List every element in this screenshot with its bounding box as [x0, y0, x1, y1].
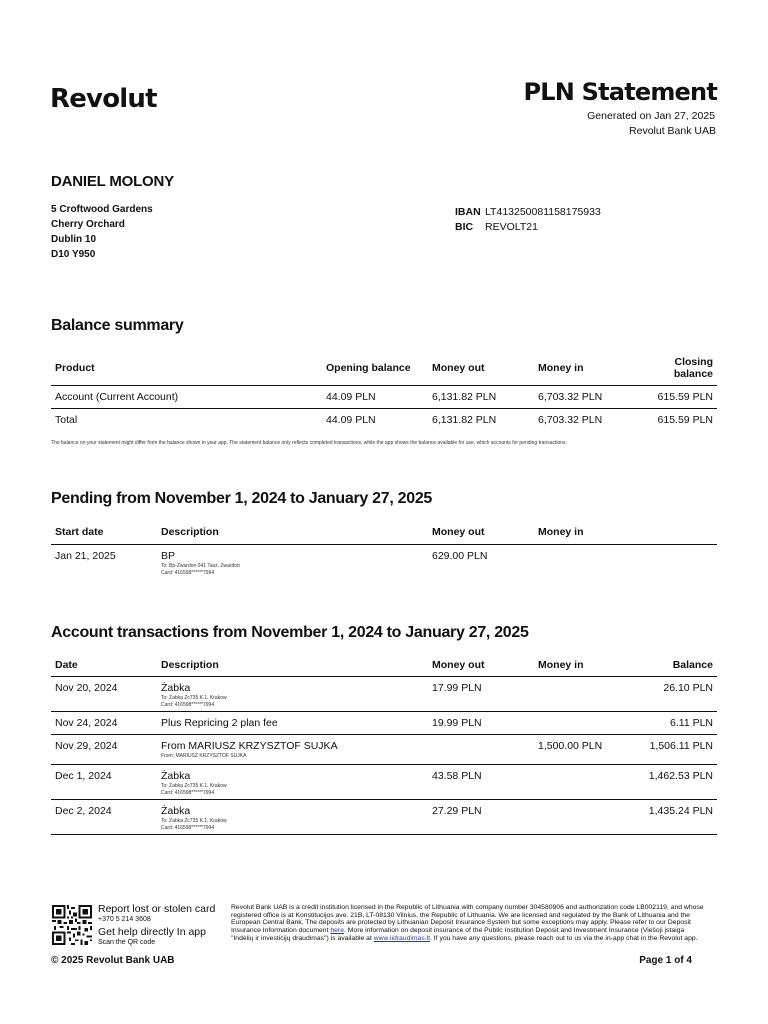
iban-label: IBAN: [455, 206, 481, 218]
report-card-link[interactable]: Report lost or stolen card: [98, 903, 216, 915]
money-in-cell: [534, 711, 634, 734]
table-row: [51, 676, 717, 711]
support-phone[interactable]: +370 5 214 3608: [98, 916, 151, 923]
col-money-out: Money out: [432, 362, 485, 375]
date-cell: Dec 1, 2024: [55, 769, 112, 782]
address-line: Cherry Orchard: [51, 219, 125, 230]
col-money-out: Money out: [432, 526, 485, 539]
table-row: [51, 711, 717, 734]
balance-cell: 1,435.24 PLN: [648, 804, 713, 817]
col-money-in: Money in: [538, 659, 584, 672]
description-cell: [157, 711, 428, 734]
closing-header-line: balance: [673, 368, 713, 381]
balance-cell: 26.10 PLN: [663, 681, 713, 694]
money-out-cell: 19.99 PLN: [432, 716, 482, 729]
revolut-logo: Revolut: [50, 84, 157, 114]
balance-summary-title: Balance summary: [51, 317, 184, 334]
legal-part: Revolut Bank UAB is a credit institution licensed in the Republic of Lithuania with company number 304580906 and authorization code LB002119, and whose registered office is at Konstitucijos ave. 21B, LT-08130 Vilnius, the Republic of Lithuania. We are licensed and regulated by the Bank of Lithuania and the European Central Bank. The deposits are protected by Lithuanian Deposit Insurance System but some exceptions may apply. Please refer to our Deposit Insurance Information document: [231, 904, 704, 935]
col-balance: Balance: [672, 659, 713, 672]
legal-part: . More information on deposit insurance of the Public Institution Deposit and Investment Insurance (Viešoji įstaiga "Indėlių ir investicijų draudimas") is available at: [231, 927, 685, 942]
money-out-cell: 629.00 PLN: [432, 549, 488, 562]
card-detail: Card: 416598******7994: [161, 569, 215, 576]
transactions-title: Account transactions from November 1, 2024 to January 27, 2025: [51, 624, 529, 641]
money-in-cell: 1,500.00 PLN: [538, 739, 603, 752]
opening-cell: 44.09 PLN: [326, 390, 376, 403]
table-row: [51, 764, 717, 799]
description-detail: To: Zabka Zc735 K.1, Krakow: [161, 817, 227, 824]
product-cell: Account (Current Account): [55, 390, 179, 403]
opening-cell: 44.09 PLN: [326, 413, 376, 426]
table-header-row: [51, 352, 717, 385]
balance-cell: 1,462.53 PLN: [648, 769, 713, 782]
money-out-cell: [428, 734, 534, 764]
money-out-cell: 43.58 PLN: [432, 769, 482, 782]
money-out-cell: 27.29 PLN: [432, 804, 482, 817]
account-holder-name: DANIEL MOLONY: [51, 173, 174, 190]
closing-header-line: Closing: [674, 356, 713, 369]
money-in-cell: [534, 764, 634, 799]
balance-summary-table: [51, 352, 717, 431]
account-holder-address: [51, 202, 153, 262]
description-detail: From: MARIUSZ KRZYSZTOF SUJKA: [161, 752, 247, 759]
address-line: 5 Croftwood Gardens: [51, 204, 153, 215]
balance-note: The balance on your statement might differ from the balance shown in your app. The statement balance only reflects completed transactions, while the app shows the balance available for use, which accounts for pending transactions.: [51, 440, 567, 446]
money-out-cell: 6,131.82 PLN: [432, 390, 497, 403]
description-cell: [157, 544, 428, 580]
bic-row: [455, 220, 601, 235]
col-money-out: Money out: [432, 659, 485, 672]
card-detail: Card: 416598******7994: [161, 789, 215, 796]
money-in-cell: [534, 676, 634, 711]
address-line: D10 Y950: [51, 249, 96, 260]
help-in-app: Get help directly In app: [98, 926, 206, 938]
date-cell: Nov 20, 2024: [55, 681, 118, 694]
balance-cell: 6.11 PLN: [670, 716, 713, 729]
description-cell: [157, 734, 428, 764]
col-opening-balance: Opening balance: [326, 362, 411, 375]
bank-name: Revolut Bank UAB: [629, 125, 716, 137]
description-detail: To: Bp-Zwardon 041 Tasz, Zwardon: [161, 562, 240, 569]
bank-details: [455, 205, 601, 235]
description-detail: To: Zabka Zc735 K.1, Krakow: [161, 782, 227, 789]
product-cell: Total: [55, 413, 78, 426]
table-row: [51, 734, 717, 764]
col-money-in: Money in: [538, 526, 584, 539]
balance-cell: 1,506.11 PLN: [649, 739, 713, 752]
money-in-cell: 6,703.32 PLN: [538, 390, 603, 403]
description-text: BP: [161, 549, 176, 562]
pending-table: [51, 521, 717, 580]
table-header-row: [51, 521, 717, 544]
col-date: Date: [55, 659, 78, 672]
statement-title: PLN Statement: [523, 78, 717, 106]
table-row: [51, 544, 717, 580]
table-header-row: [51, 655, 717, 676]
scan-qr-text: Scan the QR code: [98, 939, 156, 946]
card-detail: Card: 416598******7994: [161, 701, 215, 708]
description-text: Żabka: [161, 769, 191, 782]
copyright: © 2025 Revolut Bank UAB: [51, 955, 175, 966]
description-cell: [157, 799, 428, 834]
card-detail: Card: 416598******7994: [161, 824, 215, 831]
date-cell: Dec 2, 2024: [55, 804, 112, 817]
money-out-cell: 17.99 PLN: [432, 681, 482, 694]
page-number: Page 1 of 4: [639, 955, 692, 966]
legal-part: . If you have any questions, please reach out to us via the in-app chat in the Revolut app.: [430, 934, 698, 942]
date-cell: Nov 24, 2024: [55, 716, 118, 729]
col-start-date: Start date: [55, 526, 104, 539]
description-text: Żabka: [161, 681, 191, 694]
money-in-cell: 6,703.32 PLN: [538, 413, 603, 426]
deposit-insurance-link[interactable]: here: [330, 927, 344, 935]
description-cell: [157, 676, 428, 711]
date-cell: Jan 21, 2025: [55, 549, 116, 562]
description-text: Żabka: [161, 804, 191, 817]
pending-title: Pending from November 1, 2024 to January 27, 2025: [51, 490, 433, 507]
col-description: Description: [161, 526, 219, 539]
table-row: [51, 385, 717, 408]
description-text: From MARIUSZ KRZYSZTOF SUJKA: [161, 739, 338, 752]
closing-cell: 615.59 PLN: [657, 413, 713, 426]
address-line: Dublin 10: [51, 234, 97, 245]
col-money-in: Money in: [538, 362, 584, 375]
iban-row: [455, 205, 601, 220]
money-in-cell: [534, 799, 634, 834]
iban-value: LT413250081158175933: [485, 206, 601, 218]
col-description: Description: [161, 659, 219, 672]
qr-code-icon[interactable]: [51, 905, 93, 945]
col-closing-balance: [634, 352, 717, 385]
money-out-cell: 6,131.82 PLN: [432, 413, 497, 426]
date-cell: Nov 29, 2024: [55, 739, 118, 752]
legal-text: [231, 904, 707, 943]
table-row: [51, 799, 717, 834]
money-in-cell: [534, 544, 717, 580]
bic-label: BIC: [455, 221, 474, 233]
closing-cell: 615.59 PLN: [657, 390, 713, 403]
description-cell: [157, 764, 428, 799]
col-product: Product: [55, 362, 95, 375]
generated-date: Generated on Jan 27, 2025: [587, 110, 715, 122]
table-row: [51, 408, 717, 431]
bic-value: REVOLT21: [485, 221, 538, 233]
description-text: Plus Repricing 2 plan fee: [161, 716, 278, 729]
iidraudimas-link[interactable]: www.iidraudimas.lt: [373, 934, 430, 942]
transactions-table: [51, 655, 717, 835]
description-detail: To: Zabka Zc735 K.1, Krakow: [161, 694, 227, 701]
